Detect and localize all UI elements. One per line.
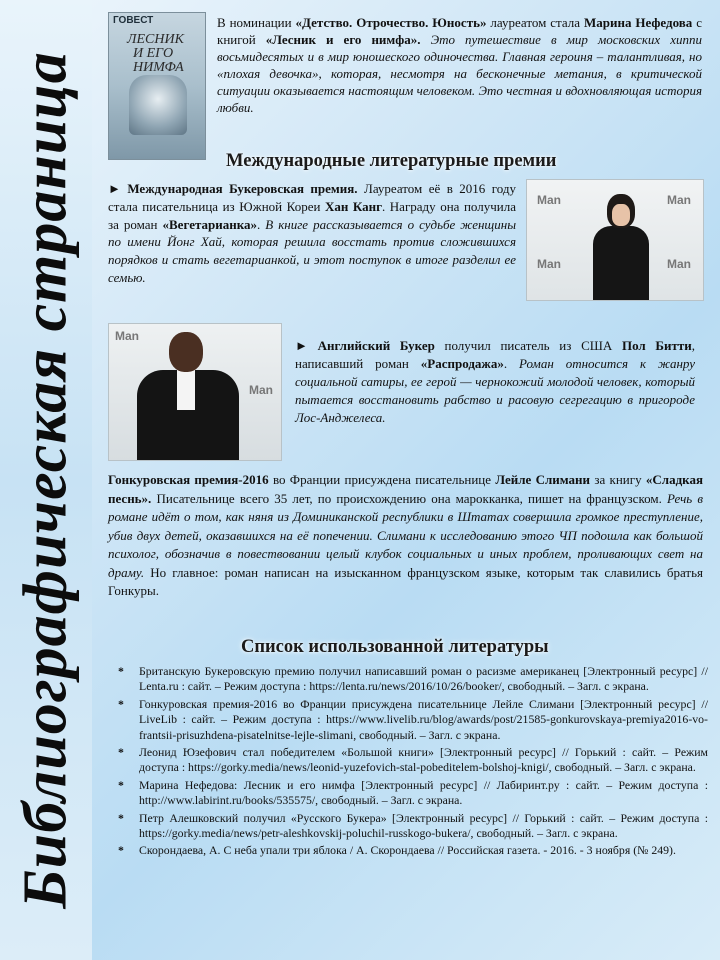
book-description: В книге рассказывается о судьбе женщины по имени Йонг Хай, которая решила восстать против сложившихся порядков и стать вегетарианкой, и этот поступок в итоге разделил ее семью. — [108, 216, 516, 285]
logo-text: Man — [249, 383, 273, 397]
logo-text: Man — [537, 257, 561, 271]
page-title: Библиографическая страница — [11, 51, 80, 909]
logo-text: Man — [115, 329, 139, 343]
bullet: * — [118, 843, 124, 858]
award-paragraph-goncourt — [108, 471, 703, 601]
text: . — [257, 216, 266, 232]
text: за книгу — [590, 472, 646, 487]
author-name: Лейле Слимани — [495, 472, 590, 487]
author-photo-han-kang — [526, 179, 704, 301]
book-description: Это путешествие в мир московских хиппи восьмидесятых и в мир юношеского одиночества. Главная героиня – талантливая, но «плохая девочка», которая, несмотря на бесконечные метания, в критической ситуации оказывается настоящим человеком. Это честная и вдохновляющая история любви. — [217, 32, 703, 115]
book-title: «Вегетарианка» — [162, 216, 258, 232]
section-title-international-prizes: Международные литературные премии — [226, 151, 557, 171]
reference-text: Петр Алешковский получил «Русского Букера» [Электронный ресурс] // Горький : сайт. – Режим доступа : https://gorky.media/news/petr-aleshkovskij-poluchil-russkogo-bukera/, свободный. – Загл. с экрана. — [139, 810, 708, 841]
text: получил писатель из США — [434, 338, 622, 353]
book-cover-title-line1: ЛЕСНИК — [127, 32, 184, 47]
person-figure — [589, 194, 653, 301]
text: Лауреатом её в 2016 году стала писательница из Южной Кореи — [108, 181, 517, 214]
award-paragraph-english-booker — [295, 337, 695, 427]
arrow-marker: ► — [295, 338, 318, 353]
person-figure — [133, 332, 243, 461]
text: , написавший роман — [295, 338, 695, 371]
award-paragraph-international-booker — [108, 180, 516, 287]
bullet: * — [118, 696, 124, 711]
author-name: Пол Битти — [621, 338, 692, 353]
text: Но главное: роман написан на изысканном французском языке, которым так славились братья Гонкуры. — [108, 564, 703, 598]
list-item — [112, 843, 708, 858]
book-cover-title-line2: И ЕГО НИМФА — [133, 46, 184, 75]
logo-text: Man — [667, 193, 691, 207]
prize-name: Международная Букеровская премия. — [127, 181, 358, 196]
reference-list — [112, 664, 708, 861]
logo-text: Man — [667, 257, 691, 271]
author-name: Марина Нефедова — [583, 15, 693, 30]
book-title: «Лесник и его нимфа». — [265, 32, 421, 47]
nomination-name: «Детство. Отрочество. Юность» — [295, 15, 487, 30]
prize-name: Гонкуровская премия-2016 — [108, 472, 269, 487]
book-cover-author: ГОВЕСТ — [113, 15, 154, 26]
bullet: * — [118, 777, 124, 792]
text: . — [503, 356, 508, 371]
logo-text: Man — [537, 193, 561, 207]
list-item — [112, 745, 708, 776]
book-description: Речь в романе идёт о том, как няня из Доминиканской республики в Штатах совершила громкое преступление, убив двух детей, оказавшихся на её попечении. Слимани к исследованию этого ЧП подошла как большой психолог, обозначив в повествовании целый клубок социальных и иных проблем, проливающих свет на драму. — [108, 490, 703, 580]
reference-text: Скорондаева, А. С неба упали три яблока / А. Скорондаева // Российская газета. - 2016. - 3 ноября (№ 249). — [139, 843, 676, 858]
prize-name: Английский Букер — [317, 338, 435, 353]
author-photo-paul-beatty — [108, 323, 282, 461]
sidebar — [0, 0, 92, 960]
book-title: «Распродажа» — [420, 356, 504, 371]
author-name: Хан Канг — [324, 198, 383, 214]
content — [106, 0, 712, 960]
text: лауреатом стала — [486, 15, 584, 30]
list-item — [112, 811, 708, 842]
text: . Награду она получила за роман — [108, 198, 516, 232]
book-cover-image — [108, 12, 206, 160]
reference-text: Британскую Букеровскую премию получил написавший роман о расизме американец [Электронный ресурс] // Lenta.ru : сайт. – Режим доступа : https://lenta.ru/news/2016/10/26/booker/, свободный. – Загл. с экрана. — [139, 664, 708, 694]
award-paragraph-youth — [217, 14, 702, 116]
reference-text: Гонкуровская премия-2016 во Франции присуждена писательнице Лейле Слимани [Электронный ресурс] // LiveLib : сайт. – Режим доступа : https://www.livelib.ru/blog/awards/post/21585-gonkurovskaya-premiya2016-vo-frantsii-prisuzhdena-pisatelnitse-lejle-slimani, свободный. – Загл. с экрана. — [139, 696, 708, 742]
book-cover-art — [129, 75, 187, 135]
text: Писательнице всего 35 лет, по происхождению она марокканка, пишет на французском. — [151, 490, 667, 506]
list-item — [112, 664, 708, 695]
bullet: * — [118, 745, 124, 760]
text: во Франции присуждена писательнице — [268, 472, 496, 487]
list-item — [112, 778, 708, 809]
bullet: * — [118, 810, 124, 825]
book-title: «Сладкая песнь». — [108, 472, 704, 506]
reference-text: Леонид Юзефович стал победителем «Большой книги» [Электронный ресурс] // Горький : сайт. – Режим доступа : https://gorky.media/news/leonid-yuzefovich-stal-pobeditelem-bolshoj-knigi/, свободный. – Загл. с экрана. — [139, 745, 708, 775]
arrow-marker: ► — [108, 181, 128, 196]
text: В номинации — [217, 15, 296, 30]
reference-text: Марина Нефедова: Лесник и его нимфа [Электронный ресурс] // Лабиринт.ру : сайт. – Режим доступа : http://www.labirint.ru/books/535575/, свободный. – Загл. с экрана. — [139, 777, 708, 808]
book-description: Роман относится к жанру социальной сатиры, ее герой — чернокожий молодой человек, который пытается восстановить рабство и расовую сегрегацию в пригороде Лос-Анджелеса. — [295, 356, 695, 425]
list-item — [112, 697, 708, 743]
bullet: * — [118, 664, 124, 678]
text: с книгой — [217, 15, 702, 47]
section-title-references: Список использованной литературы — [241, 637, 549, 657]
